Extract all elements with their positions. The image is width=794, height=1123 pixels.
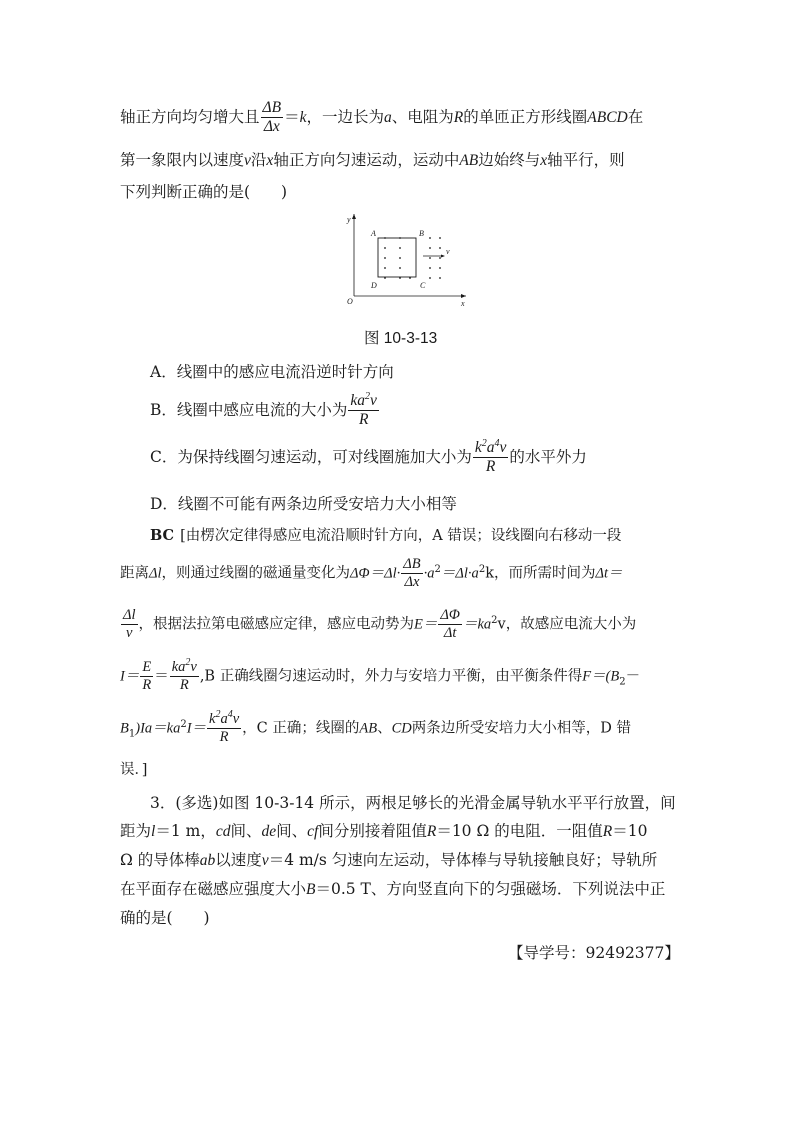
text: 距离 xyxy=(120,565,149,582)
text: 在平面存在磁感应强度大小 xyxy=(120,880,307,898)
field-dot xyxy=(429,257,431,259)
fraction-numerator: ΔB xyxy=(261,100,284,118)
option-A-text: A．线圈中的感应电流沿逆时针方向 xyxy=(150,363,394,381)
magnetic-field-dots xyxy=(384,237,441,279)
formula: B xyxy=(120,720,129,737)
answer-label: BC xyxy=(150,527,175,544)
problem3-line-2 xyxy=(120,819,647,841)
explanation-line-5 xyxy=(120,709,631,746)
fraction-dphi-dt xyxy=(438,608,462,641)
option-D xyxy=(150,492,457,514)
fraction-numerator xyxy=(207,709,241,729)
field-dot xyxy=(439,267,441,269)
var-v: v xyxy=(244,152,251,169)
fraction-k2a4v-R xyxy=(473,437,509,476)
fraction-denominator: R xyxy=(179,677,189,694)
option-B-text: B．线圈中感应电流的大小为 xyxy=(150,400,348,419)
exponent: 2 xyxy=(180,718,187,730)
origin-label: O xyxy=(347,297,353,306)
fraction-numerator: Δl xyxy=(121,608,138,625)
exponent: 4 xyxy=(227,709,233,721)
text: k xyxy=(209,711,216,727)
corner-C-label: C xyxy=(420,281,426,290)
field-dot xyxy=(439,277,441,279)
text: 3．(多选)如图 10-3-14 所示，两根足够长的光滑金属导轨水平平行放置，间 xyxy=(150,794,676,812)
formula: I＝ xyxy=(186,720,207,737)
exponent: 2 xyxy=(434,563,441,575)
var-B: B xyxy=(306,881,316,898)
figure-coil-in-field xyxy=(340,210,470,310)
problem-line-3 xyxy=(120,180,287,202)
exponent: 2 xyxy=(478,563,486,575)
fraction-numerator xyxy=(348,390,379,411)
text: 第一象限内以速度 xyxy=(120,151,245,169)
text: 确的是( ) xyxy=(120,909,210,927)
var-dl: Δl xyxy=(149,565,162,582)
figure-caption: 图 10-3-13 xyxy=(364,330,438,347)
y-axis-arrow xyxy=(352,214,356,219)
x-axis-label: x xyxy=(461,299,465,308)
text: v xyxy=(232,711,240,727)
formula: F＝(B xyxy=(582,668,620,685)
corner-B-label: B xyxy=(419,229,424,238)
exponent: 2 xyxy=(365,390,371,402)
text: 、 xyxy=(377,720,392,737)
option-C-text: C．为保持线圈匀速运动，可对线圈施加大小为 xyxy=(150,447,472,466)
coil-square xyxy=(378,238,416,277)
fraction-ka2v-R xyxy=(348,390,379,429)
formula: E＝ xyxy=(414,616,438,633)
text: ka xyxy=(350,392,366,409)
text: 两条边所受安培力大小相等，D 错 xyxy=(411,720,631,737)
field-dot xyxy=(399,237,401,239)
text: ＝0.5 T、方向竖直向下的匀强磁场．下列说法中正 xyxy=(315,880,666,898)
formula: ＝ka xyxy=(462,616,492,633)
formula: )Ia＝ka xyxy=(135,720,181,737)
text: ＝10 xyxy=(612,822,648,840)
var-cf: cf xyxy=(307,823,319,840)
fraction-denominator: R xyxy=(358,411,369,429)
fraction-numerator xyxy=(170,657,199,677)
text: 误．] xyxy=(120,762,148,778)
velocity-label: v xyxy=(446,247,450,256)
var-CD: CD xyxy=(391,720,412,737)
var-AB: AB xyxy=(459,152,479,169)
fraction-numerator: ΔB xyxy=(401,557,422,574)
option-B xyxy=(150,390,380,429)
problem3-line-1 xyxy=(150,791,676,813)
text: 距为 xyxy=(120,822,152,840)
text: 轴正方向匀速运动，运动中 xyxy=(273,151,460,169)
exponent: 2 xyxy=(185,657,191,669)
field-dot xyxy=(439,257,441,259)
option-C xyxy=(150,437,587,476)
var-cd: cd xyxy=(215,823,231,840)
field-dot xyxy=(429,237,431,239)
text: 轴正方向均匀增大且 xyxy=(120,107,260,126)
text: v xyxy=(370,392,377,409)
problem3-line-3 xyxy=(120,848,657,870)
field-dot xyxy=(384,267,386,269)
text: ，则通过线圈的磁通量变化为 xyxy=(161,565,351,582)
exponent: 2 xyxy=(481,437,487,449)
var-R: R xyxy=(602,823,613,840)
explanation-line-6 xyxy=(120,758,147,779)
option-A xyxy=(150,360,394,382)
field-dot xyxy=(384,257,386,259)
field-dot xyxy=(399,277,401,279)
exponent: 2 xyxy=(215,709,221,721)
field-dot xyxy=(429,267,431,269)
field-dot xyxy=(439,237,441,239)
fraction-ka2v-R xyxy=(170,657,199,694)
explanation-line-2 xyxy=(120,557,623,590)
fraction-denominator: Δx xyxy=(263,118,280,136)
field-dot xyxy=(439,247,441,249)
field-dot xyxy=(399,247,401,249)
fraction-denominator: Δt xyxy=(443,625,457,642)
text: － xyxy=(625,668,641,685)
text: v，故感应电流大小为 xyxy=(497,616,637,633)
problem-line-1 xyxy=(120,100,643,136)
fraction-numerator: ΔΦ xyxy=(438,608,462,625)
explanation-line-4 xyxy=(120,657,641,694)
fraction-denominator: R xyxy=(142,677,152,694)
var-k: k xyxy=(299,108,307,126)
text: k，而所需时间为 xyxy=(485,565,596,582)
text: ＝10 Ω 的电阻．一阻值 xyxy=(436,822,603,840)
text: 轴平行，则 xyxy=(547,151,625,169)
field-dot xyxy=(409,277,411,279)
explanation-line-1 xyxy=(150,524,621,545)
var-de: de xyxy=(261,823,277,840)
formula: Δt＝ xyxy=(595,565,623,582)
var-R: R xyxy=(426,823,437,840)
text: v xyxy=(499,439,507,456)
problem3-line-4 xyxy=(120,877,665,899)
fraction-dl-v xyxy=(121,608,138,641)
text: 边始终与 xyxy=(478,151,541,169)
guide-number xyxy=(508,941,680,963)
text: [由楞次定律得感应电流沿顺时针方向，A 错误；设线圈向右移动一段 xyxy=(180,528,622,544)
text: 间、 xyxy=(276,822,308,840)
fraction-E-R xyxy=(140,660,153,693)
var-a: a xyxy=(384,108,392,126)
var-R: R xyxy=(453,108,464,126)
corner-A-label: A xyxy=(371,229,376,238)
text: ＝ xyxy=(154,668,169,685)
field-dot xyxy=(399,257,401,259)
subscript: 1 xyxy=(128,728,136,740)
guide-number-text: 【导学号：92492377】 xyxy=(508,944,680,962)
text: ,B 正确线圈匀速运动时，外力与安培力平衡，由平衡条件得 xyxy=(199,668,583,685)
problem-line-2 xyxy=(120,148,625,170)
fraction-denominator: R xyxy=(219,729,229,746)
option-C-suffix: 的水平外力 xyxy=(509,447,587,466)
text: 、电阻为 xyxy=(391,107,454,126)
field-dot xyxy=(399,267,401,269)
text: 下列判断正确的是( ) xyxy=(120,183,288,201)
formula: ·a xyxy=(423,565,435,582)
text: a xyxy=(486,439,495,456)
problem3-line-5 xyxy=(120,906,210,928)
text: 在 xyxy=(627,107,644,126)
text: ，C 正确；线圈的 xyxy=(242,720,360,737)
fraction-numerator xyxy=(473,437,509,458)
subscript: 2 xyxy=(619,676,626,688)
option-D-text: D．线圈不可能有两条边所受安培力大小相等 xyxy=(150,495,457,513)
text: ka xyxy=(171,659,186,675)
var-ab: ab xyxy=(199,852,216,869)
text: ＝ xyxy=(284,107,300,126)
corner-D-label: D xyxy=(371,281,377,290)
fraction-k2a4v-R xyxy=(207,709,241,746)
field-dot xyxy=(384,277,386,279)
var-AB: AB xyxy=(359,720,378,737)
formula: ΔΦ＝Δl· xyxy=(350,565,401,582)
var-l: l xyxy=(151,823,156,840)
exponent: 4 xyxy=(494,437,500,449)
text: 间分别接着阻值 xyxy=(318,822,427,840)
text: ，根据法拉第电磁感应定律，感应电动势为 xyxy=(138,616,415,633)
var-x: x xyxy=(540,152,548,169)
text: v xyxy=(190,659,197,675)
velocity-arrowhead xyxy=(441,255,445,258)
var-v: v xyxy=(261,852,269,869)
formula: I＝ xyxy=(120,668,140,685)
text: k xyxy=(474,439,482,456)
var-ABCD: ABCD xyxy=(587,108,628,126)
fraction-denominator: v xyxy=(126,625,133,642)
text: a xyxy=(220,711,228,727)
fraction-numerator: E xyxy=(140,660,153,677)
text: ＝1 m， xyxy=(155,822,216,840)
x-axis-arrow xyxy=(461,294,466,298)
field-dot xyxy=(384,237,386,239)
field-dot xyxy=(429,277,431,279)
y-axis-label: y xyxy=(347,215,351,224)
fraction-denominator: R xyxy=(485,458,496,476)
fraction-dB-dx xyxy=(401,557,422,590)
exponent: 2 xyxy=(491,614,498,626)
explanation-line-3 xyxy=(120,608,636,641)
var-x: x xyxy=(266,152,274,169)
text: 沿 xyxy=(250,151,267,169)
text: ，一边长为 xyxy=(306,107,385,126)
text: ＝4 m/s 匀速向左运动，导体棒与导轨接触良好；导轨所 xyxy=(268,851,658,869)
fraction-dB-dx xyxy=(261,100,284,136)
formula: ＝Δl·a xyxy=(440,565,479,582)
text: 的单匝正方形线圈 xyxy=(463,107,588,126)
text: 以速度 xyxy=(215,851,262,869)
field-dot xyxy=(429,247,431,249)
text: Ω 的导体棒 xyxy=(120,851,200,869)
field-dot xyxy=(384,247,386,249)
text: 间、 xyxy=(230,822,262,840)
fraction-denominator: Δx xyxy=(404,574,420,591)
